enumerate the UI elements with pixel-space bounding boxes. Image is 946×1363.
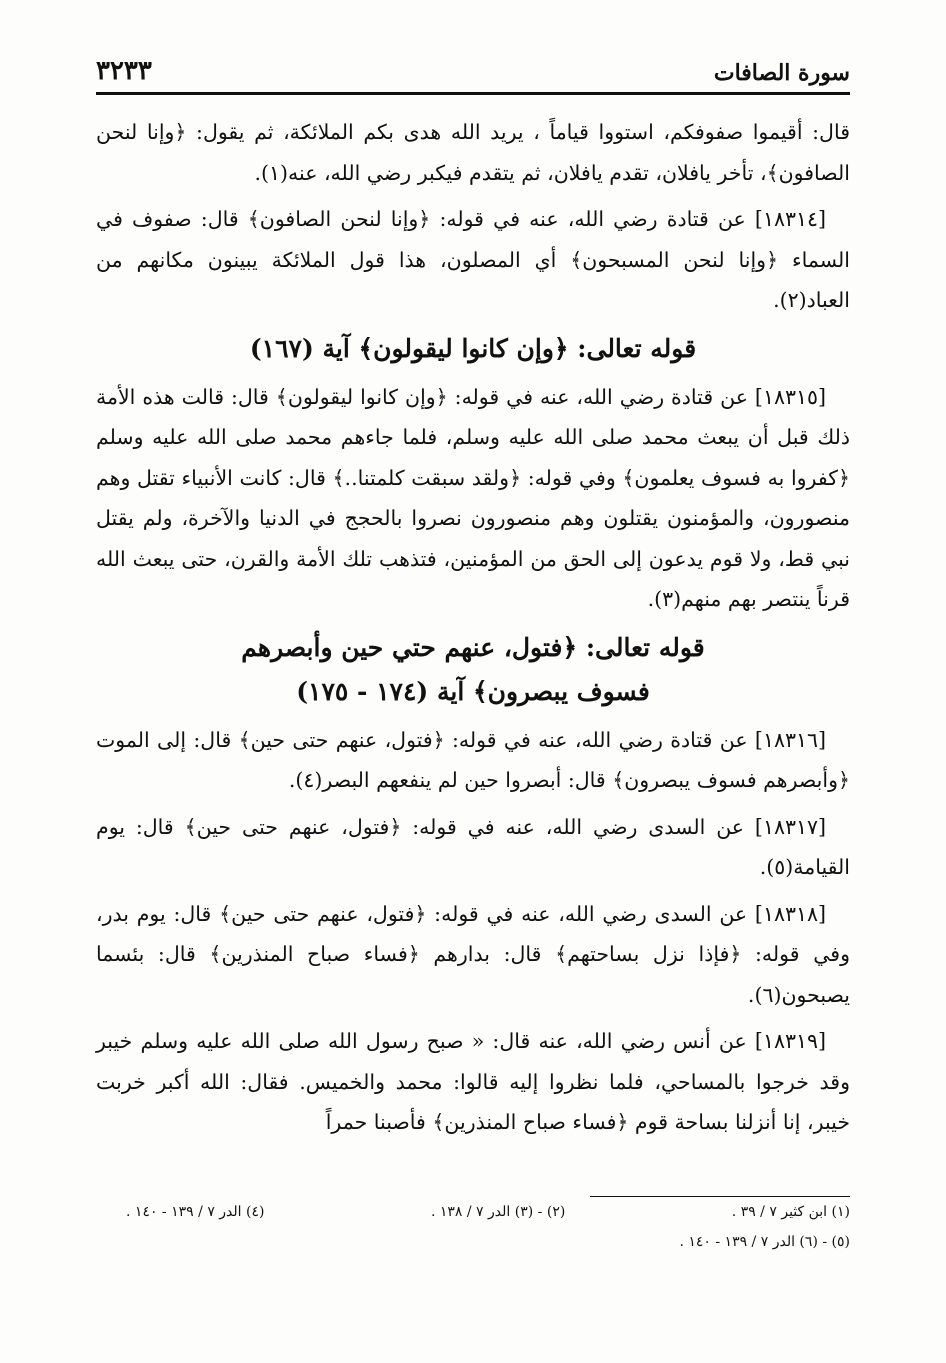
page-body [96, 112, 850, 1149]
page-header [96, 50, 850, 95]
footnote: (٥) - (٦) الدر ٧ / ١٣٩ - ١٤٠ . [679, 1234, 850, 1250]
section-heading-line: قوله تعالى: ﴿فتول، عنهم حتي حين وأبصرهم [241, 632, 705, 662]
footnote: (٤) الدر ٧ / ١٣٩ - ١٤٠ . [126, 1204, 265, 1220]
surah-title: سورة الصافات [713, 60, 850, 86]
paragraph: [١٨٣١٤] عن قتادة رضي الله، عنه في قوله: ﴿وإنا لنحن الصافون﴾ قال: صفوف في السماء ﴿وإنا لنحن المسبحون﴾ أي المصلون، هذا قول الملائكة يبينون مكانهم من العباد(٢). [96, 207, 850, 312]
paragraph: [١٨٣١٥] عن قتادة رضي الله، عنه في قوله: ﴿وإن كانوا ليقولون﴾ قال: قالت هذه الأمة ذلك قبل أن يبعث محمد صلى الله عليه وسلم، فلما جاءهم محمد صلى الله عليه وسلم ﴿كفروا به فسوف يعلمون﴾ وفي قوله: ﴿ولقد سبقت كلمتنا..﴾ قال: كانت الأنبياء تقتل وهم منصورون، والمؤمنون يقتلون وهم منصورون نصروا بالحجج في الدنيا والآخرة، ولم يقتل نبي قط، ولا قوم يدعون إلى الحق من المؤمنين، فتذهب تلك الأمة والقرن، حتى يبعث الله قرناً ينتصر بهم منهم(٣). [96, 384, 850, 611]
footnote: (١) ابن كثير ٧ / ٣٩ . [731, 1204, 850, 1220]
footnotes [96, 1196, 850, 1257]
page-number: ٣٢٣٣ [96, 56, 152, 86]
paragraph: [١٨٣١٩] عن أنس رضي الله، عنه قال: « صبح رسول الله صلى الله عليه وسلم خيبر وقد خرجوا بالمساحي، فلما نظروا إليه قالوا: محمد والخميس. فقال: الله أكبر خربت خيبر، إنا أنزلنا بساحة قوم ﴿فساء صباح المنذرين﴾ فأصبنا حمراً [96, 1029, 850, 1134]
paragraph: قال: أقيموا صفوفكم، استووا قياماً ، يريد الله هدى بكم الملائكة، ثم يقول: ﴿وإنا لنحن الصافون﴾، تأخر يافلان، تقدم يافلان، ثم يتقدم فيكبر رضي الله، عنه(١). [96, 120, 850, 185]
paragraph: [١٨٣١٧] عن السدى رضي الله، عنه في قوله: ﴿فتول، عنهم حتى حين﴾ قال: يوم القيامة(٥). [96, 814, 850, 879]
paragraph: [١٨٣١٦] عن قتادة رضي الله، عنه في قوله: ﴿فتول، عنهم حتى حين﴾ قال: إلى الموت ﴿وأبصرهم فسوف يبصرون﴾ قال: أبصروا حين لم ينفعهم البصر(٤). [96, 727, 850, 792]
footnote-row [96, 1227, 850, 1257]
section-heading [96, 626, 850, 714]
paragraph: [١٨٣١٨] عن السدى رضي الله، عنه في قوله: ﴿فتول، عنهم حتى حين﴾ قال: يوم بدر، وفي قوله: ﴿فإذا نزل بساحتهم﴾ قال: بدارهم ﴿فساء صباح المنذرين﴾ قال: بئسما يصبحون(٦). [96, 901, 850, 1007]
footnote-row [96, 1197, 850, 1227]
section-heading-line: فسوف يبصرون﴾ آية (١٧٤ - ١٧٥) [296, 676, 650, 706]
section-heading: قوله تعالى: ﴿وإن كانوا ليقولون﴾ آية (١٦٧) [249, 333, 697, 363]
footnote: (٢) - (٣) الدر ٧ / ١٣٨ . [430, 1204, 566, 1220]
